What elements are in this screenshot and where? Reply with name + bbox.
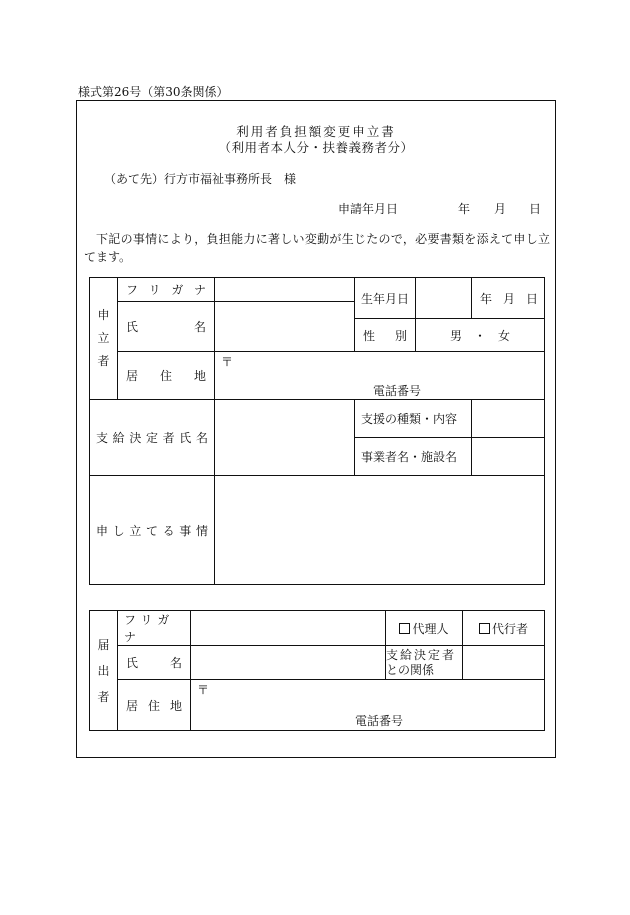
applicant-furigana-label: フ リ ガ ナ [118,278,215,302]
applicant-furigana-input[interactable] [215,278,355,302]
provider-name-label: 事業者名・施設名 [355,438,472,476]
submitter-section-label: 届 出 者 [90,611,118,731]
submitter-furigana-label: フリガナ [118,611,191,646]
submitter-furigana-input[interactable] [191,611,386,646]
support-type-input[interactable] [472,400,545,438]
application-date-label: 申請年月日 [338,202,399,216]
agent-checkbox-box[interactable] [399,623,410,634]
recipient-name-input[interactable] [215,400,355,476]
application-date-row [76,200,556,216]
relation-input[interactable] [463,646,545,680]
application-date-day[interactable]: 日 [529,202,542,216]
submitter-name-input[interactable] [191,646,386,680]
submitter-name-label: 氏 名 [118,646,191,680]
submitter-phone-label: 電話番号 [355,714,404,728]
birthdate-label: 生年月日 [355,278,416,319]
form-subtitle: （利用者本人分・扶養義務者分） [218,140,414,155]
relation-label: 支給決定者 との関係 [386,646,463,680]
applicant-phone-label: 電話番号 [373,384,422,398]
provider-name-input[interactable] [472,438,545,476]
submitter-postal-mark: 〒 [197,683,210,697]
reason-label: 申 し 立 て る 事 情 [90,476,215,585]
applicant-table [89,277,545,585]
birthdate-input[interactable] [416,278,472,319]
applicant-section-label: 申 立 者 [90,278,118,400]
birthdate-units[interactable]: 年 月 日 [472,278,545,319]
postal-mark: 〒 [221,355,234,369]
applicant-address-input[interactable] [215,352,545,400]
applicant-name-label: 氏 名 [118,302,215,352]
proxy-checkbox[interactable]: 代行者 [463,611,545,646]
addressee: （あて先）行方市福祉事務所長 様 [104,172,297,186]
reason-input[interactable] [215,476,545,585]
sex-options[interactable]: 男 ・ 女 [416,319,545,352]
submitter-table [89,610,545,731]
agent-checkbox[interactable]: 代理人 [386,611,463,646]
application-date-month[interactable]: 月 [494,202,507,216]
applicant-name-input[interactable] [215,302,355,352]
proxy-checkbox-box[interactable] [479,623,490,634]
submitter-address-label: 居 住 地 [118,680,191,731]
support-type-label: 支援の種類・内容 [355,400,472,438]
applicant-address-label: 居 住 地 [118,352,215,400]
submitter-address-input[interactable] [191,680,545,731]
application-date-year[interactable]: 年 [458,202,471,216]
sex-label: 性 別 [355,319,416,352]
statement-text: 下記の事情により，負担能力に著しい変動が生じたので，必要書類を添えて申し立てます。 [84,232,550,264]
recipient-name-label: 支 給 決 定 者 氏 名 [90,400,215,476]
form-title: 利用者負担額変更申立書 [236,124,396,139]
form-number: 様式第26号（第30条関係） [78,85,229,99]
